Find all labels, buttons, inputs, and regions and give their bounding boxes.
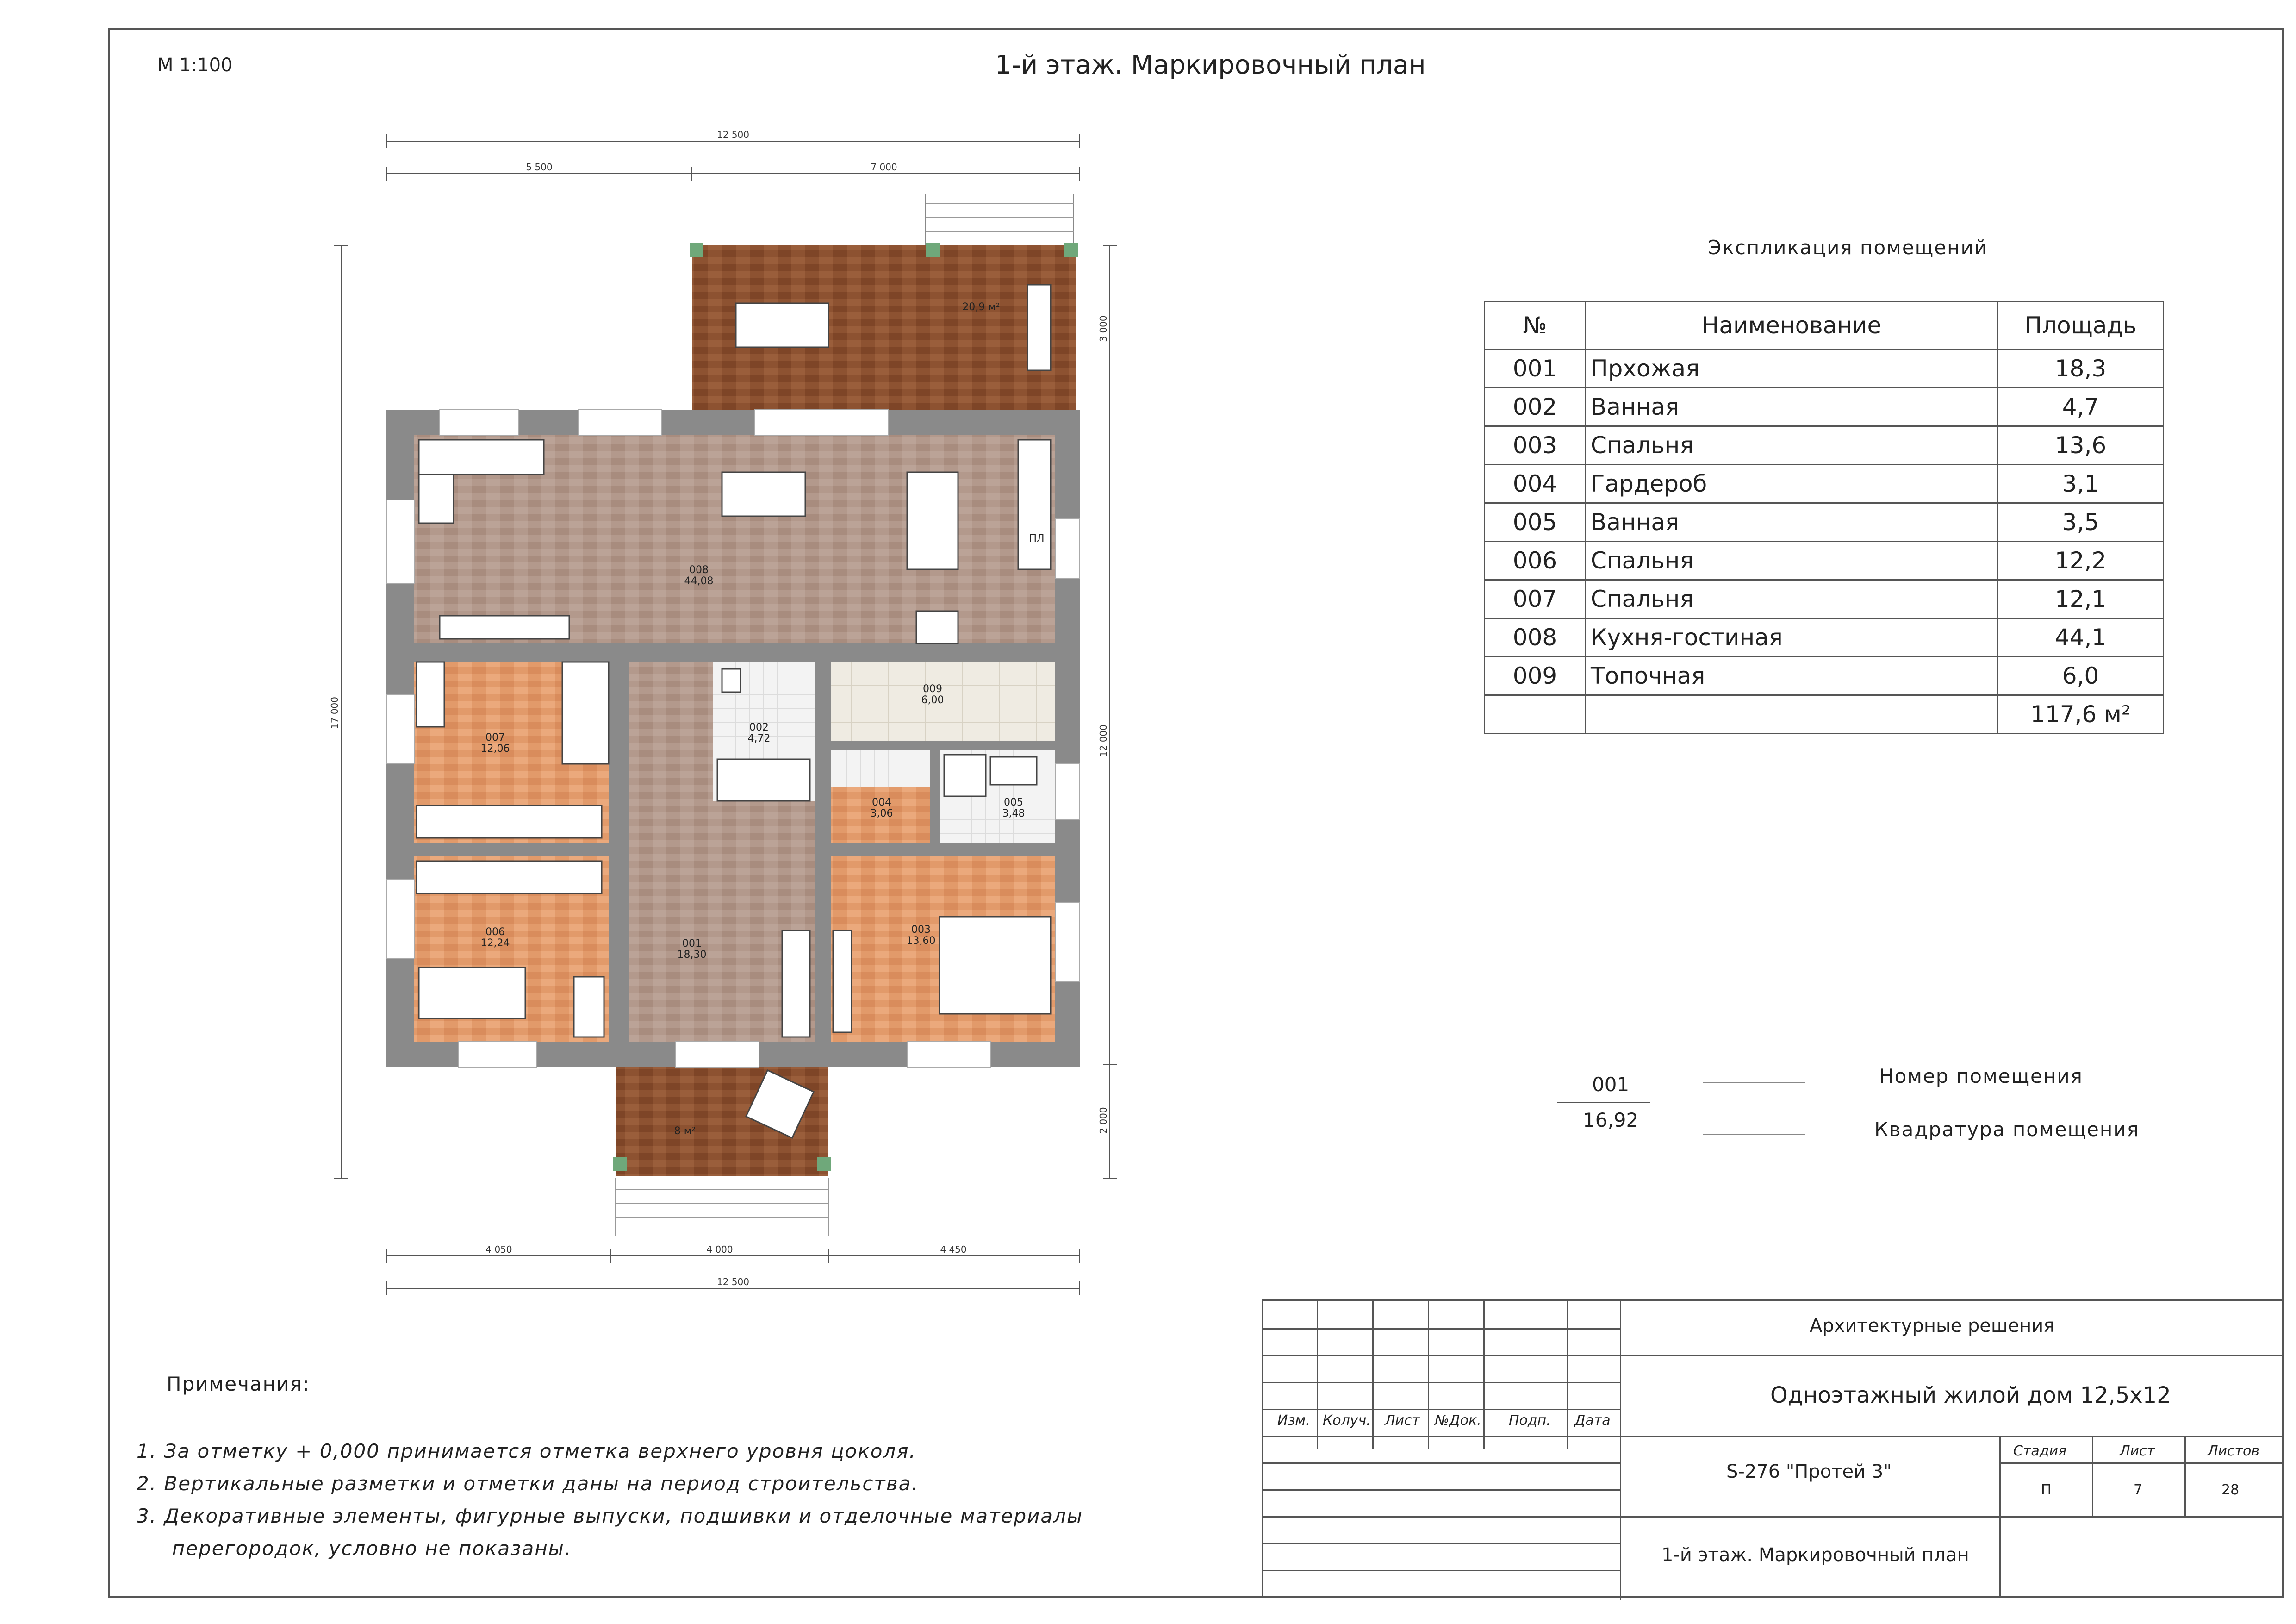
room-005-area: 3,48: [1002, 808, 1025, 819]
tb-sheets-header: Листов: [2208, 1443, 2260, 1459]
cell-name: Гардероб: [1586, 465, 1998, 503]
cell-no: 005: [1485, 503, 1586, 542]
cell-area: 4,7: [1998, 388, 2164, 426]
terrace-bottom: [613, 1065, 831, 1236]
room-009-area: 6,00: [921, 694, 944, 706]
legend-room-number: 001: [1592, 1073, 1630, 1096]
room-004-no: 004: [872, 797, 891, 808]
tb-project: Одноэтажный жилой дом 12,5х12: [1770, 1382, 2171, 1408]
cell-area: 18,3: [1998, 350, 2164, 388]
header-area: Площадь: [1998, 302, 2164, 350]
note-3: 3. Декоративные элементы, фигурные выпуски, подшивки и отделочные материалы: [137, 1505, 1083, 1527]
dim-top-left: 5 500: [526, 162, 553, 173]
legend-room-area: 16,92: [1583, 1109, 1639, 1131]
note-3-cont: перегородок, условно не показаны.: [137, 1537, 572, 1560]
tb-sheets: 28: [2221, 1482, 2240, 1498]
tb-col-podp: Подп.: [1509, 1412, 1551, 1429]
cell-area: 12,1: [1998, 580, 2164, 618]
room-007-no: 007: [485, 732, 505, 743]
cell-name: Прхожая: [1586, 350, 1998, 388]
cell-name: Спальня: [1586, 542, 1998, 580]
table-row: [1485, 503, 2164, 542]
total-area: 117,6 м²: [1998, 695, 2164, 734]
explication-table: [1484, 301, 2164, 734]
room-003-no: 003: [911, 924, 931, 936]
room-005-no: 005: [1004, 797, 1023, 808]
terrace-top: [690, 194, 1078, 410]
cell-no: 008: [1485, 618, 1586, 657]
room-006-area: 12,24: [480, 937, 510, 949]
scale-label: М 1:100: [157, 55, 233, 76]
tb-sheet: 7: [2134, 1482, 2143, 1498]
room-009-no: 009: [923, 683, 942, 695]
leader-line: [1703, 1082, 1805, 1083]
header-no: №: [1485, 302, 1586, 350]
cell-no: 004: [1485, 465, 1586, 503]
tb-col-list: Лист: [1385, 1412, 1420, 1429]
tb-code: S-276 "Протей 3": [1726, 1461, 1892, 1482]
dim-bottom-a: 4 050: [485, 1244, 512, 1255]
stove-label: ПЛ: [1029, 533, 1045, 544]
dim-right-bottom: 2 000: [1098, 1107, 1109, 1134]
dim-right-top: 3 000: [1098, 315, 1109, 342]
cell-no: 002: [1485, 388, 1586, 426]
tb-stage-header: Стадия: [2013, 1443, 2067, 1459]
tb-section: Архитектурные решения: [1810, 1315, 2055, 1337]
cell-name: Топочная: [1586, 657, 1998, 695]
explication-title: Экспликация помещений: [1708, 236, 1988, 259]
room-003-area: 13,60: [906, 935, 936, 947]
terrace-bottom-area: 8 м²: [674, 1125, 696, 1137]
cell-name: Спальня: [1586, 580, 1998, 618]
table-header-row: [1485, 302, 2164, 350]
cell-name: Ванная: [1586, 503, 1998, 542]
tb-sheet-header: Лист: [2120, 1443, 2155, 1459]
table-row: [1485, 618, 2164, 657]
table-row: [1485, 542, 2164, 580]
table-total-row: [1485, 695, 2164, 734]
title-block: [1262, 1299, 2284, 1598]
cell-name: Ванная: [1586, 388, 1998, 426]
cell-area: 6,0: [1998, 657, 2164, 695]
legend-area-label: Квадратура помещения: [1874, 1118, 2140, 1141]
notes-title: Примечания:: [167, 1373, 310, 1395]
room-002-no: 002: [749, 722, 769, 733]
cell-name: Спальня: [1586, 426, 1998, 465]
table-row: [1485, 580, 2164, 618]
dim-right-mid: 12 000: [1098, 725, 1109, 757]
room-004-area: 3,06: [870, 808, 893, 819]
cell-area: 3,1: [1998, 465, 2164, 503]
cell-area: 3,5: [1998, 503, 2164, 542]
cell-no: 003: [1485, 426, 1586, 465]
terrace-top-area: 20,9 м²: [962, 301, 1000, 313]
leader-line: [1703, 1134, 1805, 1135]
tb-sheet-title: 1-й этаж. Маркировочный план: [1661, 1544, 1969, 1566]
cell-no: 009: [1485, 657, 1586, 695]
table-row: [1485, 388, 2164, 426]
dim-bottom-c: 4 450: [940, 1244, 967, 1255]
room-001-area: 18,30: [677, 949, 707, 961]
cell-area: 44,1: [1998, 618, 2164, 657]
table-row: [1485, 465, 2164, 503]
tb-col-ndok: №Док.: [1435, 1412, 1481, 1429]
header-name: Наименование: [1586, 302, 1998, 350]
tb-stage: П: [2041, 1482, 2052, 1498]
room-008-no: 008: [689, 564, 709, 576]
dim-left-total: 17 000: [329, 697, 340, 729]
table-row: [1485, 350, 2164, 388]
note-2: 2. Вертикальные разметки и отметки даны на период строительства.: [137, 1472, 919, 1495]
table-row: [1485, 657, 2164, 695]
legend-divider: [1557, 1102, 1650, 1103]
cell-no: 001: [1485, 350, 1586, 388]
legend-number-label: Номер помещения: [1879, 1065, 2083, 1087]
room-007-area: 12,06: [480, 743, 510, 755]
room-001-no: 001: [682, 938, 702, 949]
room-008-area: 44,08: [684, 575, 714, 587]
tb-col-data: Дата: [1574, 1412, 1611, 1429]
sheet-title: 1-й этаж. Маркировочный план: [995, 50, 1426, 80]
dim-top-total: 12 500: [717, 129, 749, 140]
cell-no: 006: [1485, 542, 1586, 580]
cell-no: 007: [1485, 580, 1586, 618]
cell-area: 13,6: [1998, 426, 2164, 465]
note-1: 1. За отметку + 0,000 принимается отметка верхнего уровня цоколя.: [137, 1440, 916, 1462]
floor-plan: [0, 0, 1157, 1319]
cell-area: 12,2: [1998, 542, 2164, 580]
dim-top-right: 7 000: [871, 162, 897, 173]
tb-col-koluch: Колуч.: [1323, 1412, 1371, 1429]
room-006-no: 006: [485, 926, 505, 938]
cell-name: Кухня-гостиная: [1586, 618, 1998, 657]
dim-bottom-total: 12 500: [717, 1276, 749, 1287]
table-row: [1485, 426, 2164, 465]
tb-col-izm: Изм.: [1277, 1412, 1310, 1429]
room-002-area: 4,72: [747, 733, 771, 744]
dim-bottom-b: 4 000: [706, 1244, 733, 1255]
